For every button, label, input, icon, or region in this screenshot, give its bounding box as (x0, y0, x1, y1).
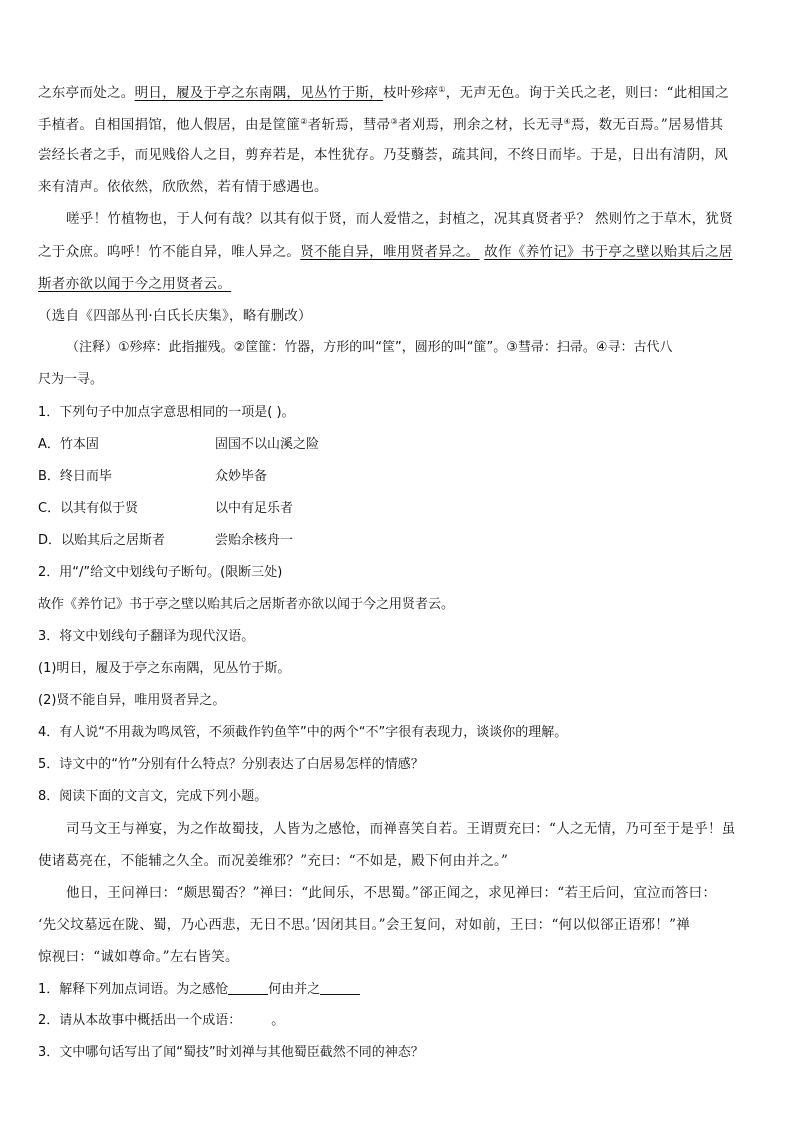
question-3-sentence-2: (2)贤不能自异，唯用贤者异之。 (38, 693, 226, 708)
passage1-line-7 (38, 275, 756, 293)
text-span: 焉，数无百焉。”居易惜其 (571, 117, 724, 133)
text-span: 1．解释下列加点词语。为之感怆 (38, 982, 229, 997)
question-1-stem: 1．下列句子中加点字意思相同的一项是( )。 (38, 405, 295, 420)
passage1-line-6 (38, 243, 756, 261)
footnote-marker: ④ (563, 117, 572, 126)
option-label: D．以贻其后之居斯者 (38, 533, 166, 548)
text-span: 枝叶殄瘁 (383, 85, 439, 101)
footnote-marker: ① (438, 85, 446, 94)
answer-blank[interactable] (228, 980, 268, 995)
text-span: 手植者。自相国捐馆，他人假居，由是筐篚 (38, 117, 301, 133)
passage2-line-1: 司马文王与禅宴，为之作故蜀技，人皆为之感怆，而禅喜笑自若。王谓贾充曰：“人之无情，乃可至于是乎！虽 (66, 821, 736, 837)
passage1-line-5: 嗟乎！竹植物也，于人何有哉？以其有似于贤，而人爱惜之，封植之，况其真贤者乎？ 然则竹之于草木，犹贤 (66, 211, 733, 227)
passage2-line-2: 使诸葛亮在，不能辅之久全。而况姜维邪？”充曰：“不如是，殿下何由并之。” (38, 853, 509, 869)
option-pair: 尝贻余核舟一 (215, 533, 294, 548)
underlined-sentence: 故作《养竹记》书于亭之壁以贻其后之居 (484, 244, 733, 260)
notes-line-1: （注释）①殄瘁：此指摧残。②筐篚：竹器，方形的叫“筐”，圆形的叫“篚”。③彗帚：扫帚。④寻：古代八 (66, 340, 673, 355)
option-label: A．竹本固 (38, 437, 99, 452)
footnote-marker: ② (300, 117, 308, 126)
question-2-text: 故作《养竹记》书于亭之壁以贻其后之居斯者亦欲以闻于今之用贤者云。 (38, 597, 455, 612)
answer-blank[interactable] (320, 980, 360, 995)
subquestion-3: 3．文中哪句话写出了闻“蜀技”时刘禅与其他蜀臣截然不同的神态？ (38, 1045, 424, 1060)
question-3-stem: 3．将文中划线句子翻译为现代汉语。 (38, 629, 255, 644)
text-span: 之于众庶。呜呼！竹不能自异，唯人异之。 (38, 244, 301, 260)
underlined-sentence: 明日，履及于亭之东南隅，见丛竹于斯， (134, 85, 384, 101)
source-citation: （选自《四部丛刊·白氏长庆集》，略有删改） (38, 308, 312, 324)
text-span: 。 (271, 1013, 285, 1028)
option-pair: 众妙毕备 (215, 469, 268, 484)
question-5: 5．诗文中的“竹”分别有什么特点？分别表达了白居易怎样的情感？ (38, 757, 424, 772)
notes-line-2: 尺为一寻。 (38, 372, 104, 387)
text-span: 2．请从本故事中概括出一个成语： (38, 1013, 242, 1028)
text-span: 何由并之 (268, 982, 321, 997)
question-2-stem: 2．用“/”给文中划线句子断句。(限断三处) (38, 565, 283, 580)
option-label: B．终日而毕 (38, 469, 112, 484)
passage1-line-2 (38, 113, 756, 134)
text-span: 之东亭而处之。 (38, 85, 135, 101)
underlined-sentence: 贤不能自异，唯用贤者异之。 (300, 244, 480, 260)
option-label: C．以其有似于贤 (38, 501, 139, 516)
underlined-sentence: 斯者亦欲以闻于今之用贤者云。 (38, 276, 232, 292)
text-span: 者刈焉，刑余之材，长无寻 (397, 117, 564, 133)
question-4: 4．有人说“不用裁为鸣凤管，不须截作钓鱼竿”中的两个“不”字很有表现力，谈谈你的理解。 (38, 725, 568, 740)
passage2-line-5: 惊视曰：“诚如尊命。”左右皆笑。 (38, 949, 239, 965)
text-span: ，无声无色。询于关氏之老，则曰：“此相国之 (445, 85, 729, 101)
option-pair: 固国不以山溪之险 (215, 437, 320, 452)
option-pair: 以中有足乐者 (215, 501, 294, 516)
passage1-line-1 (38, 81, 756, 102)
footnote-marker: ③ (390, 117, 398, 126)
passage1-line-3: 尝经长者之手，而见贱俗人之目，剪弃若是，本性犹存。乃芟蘙荟，疏其间，不终日而毕。于是，日出有清阴，风 (38, 147, 728, 163)
subquestion-2 (38, 1012, 756, 1030)
passage2-line-4: ‘先父坟墓远在陇、蜀，乃心西悲，无日不思。’因闭其目。”会王复问，对如前，王曰：“何以似郤正语邪！”禅 (38, 917, 691, 933)
text-span: 者斩焉，彗帚 (307, 117, 391, 133)
question-8: 8．阅读下面的文言文，完成下列小题。 (38, 789, 268, 804)
subquestion-1 (38, 980, 756, 999)
passage1-line-4: 来有清声。依依然，欣欣然，若有情于感遇也。 (38, 179, 328, 195)
passage2-line-3: 他日，王问禅曰：“颇思蜀否？”禅曰：“此间乐，不思蜀。”郤正闻之，求见禅曰：“若王后问，宜泣而答曰： (66, 885, 717, 901)
question-3-sentence-1: (1)明日，履及于亭之东南隅，见丛竹于斯。 (38, 661, 291, 676)
